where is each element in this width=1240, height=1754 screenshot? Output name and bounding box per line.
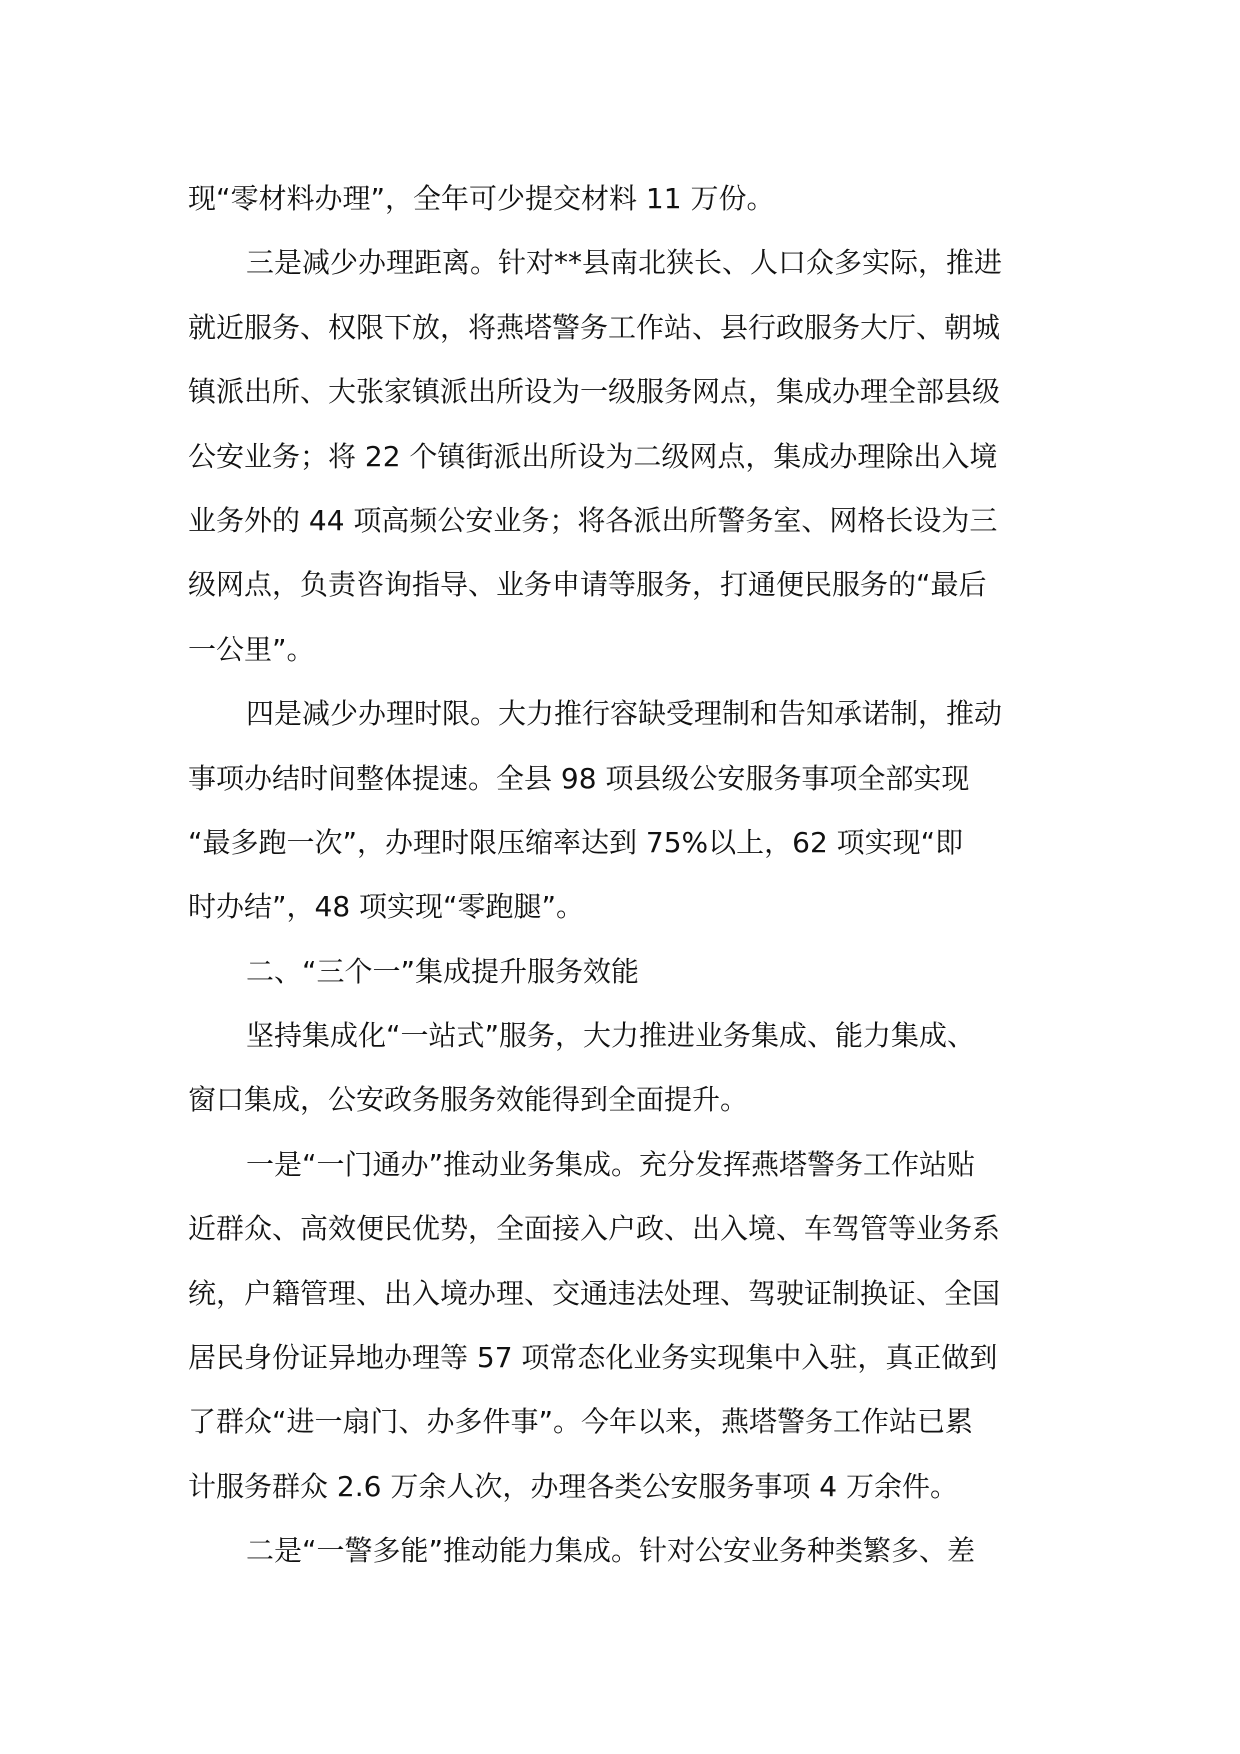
text-line: 就近服务、权限下放，将燕塔警务工作站、县行政服务大厅、朝城 (188, 310, 1001, 344)
text-line: 级网点，负责咨询指导、业务申请等服务，打通便民服务的“最后 (188, 568, 987, 602)
text-line: 镇派出所、大张家镇派出所设为一级服务网点，集成办理全部县级 (188, 375, 1001, 409)
text-line: 时办结”，48 项实现“零跑腿”。 (188, 890, 585, 924)
section-heading: 二、“三个一”集成提升服务效能 (246, 954, 640, 988)
text-line: 近群众、高效便民优势，全面接入户政、出入境、车驾管等业务系 (188, 1212, 1001, 1246)
text-line: 窗口集成，公安政务服务效能得到全面提升。 (188, 1083, 749, 1117)
text-line: 公安业务；将 22 个镇街派出所设为二级网点，集成办理除出入境 (188, 439, 998, 473)
text-line: 居民身份证异地办理等 57 项常态化业务实现集中入驻，真正做到 (188, 1341, 998, 1375)
text-line: 业务外的 44 项高频公安业务；将各派出所警务室、网格长设为三 (188, 503, 998, 537)
paragraph-start: 三是减少办理距离。针对**县南北狭长、人口众多实际，推进 (246, 246, 1003, 280)
paragraph-start: 二是“一警多能”推动能力集成。针对公安业务种类繁多、差 (246, 1534, 976, 1568)
text-line: 了群众“进一扇门、办多件事”。今年以来，燕塔警务工作站已累 (188, 1405, 974, 1439)
text-line: 计服务群众 2.6 万余人次，办理各类公安服务事项 4 万余件。 (188, 1469, 958, 1503)
text-line: 事项办结时间整体提速。全县 98 项县级公安服务事项全部实现 (188, 761, 970, 795)
text-line: 现“零材料办理”，全年可少提交材料 11 万份。 (188, 182, 775, 215)
text-line: 统，户籍管理、出入境办理、交通违法处理、驾驶证制换证、全国 (188, 1276, 1001, 1310)
text-line: 一公里”。 (188, 632, 315, 666)
paragraph-start: 四是减少办理时限。大力推行容缺受理制和告知承诺制，推动 (246, 697, 1003, 731)
paragraph-start: 一是“一门通办”推动业务集成。充分发挥燕塔警务工作站贴 (246, 1147, 976, 1181)
text-line: “最多跑一次”，办理时限压缩率达到 75%以上，62 项实现“即 (188, 825, 964, 859)
paragraph-start: 坚持集成化“一站式”服务，大力推进业务集成、能力集成、 (246, 1019, 976, 1053)
document-body (188, 167, 1060, 1584)
